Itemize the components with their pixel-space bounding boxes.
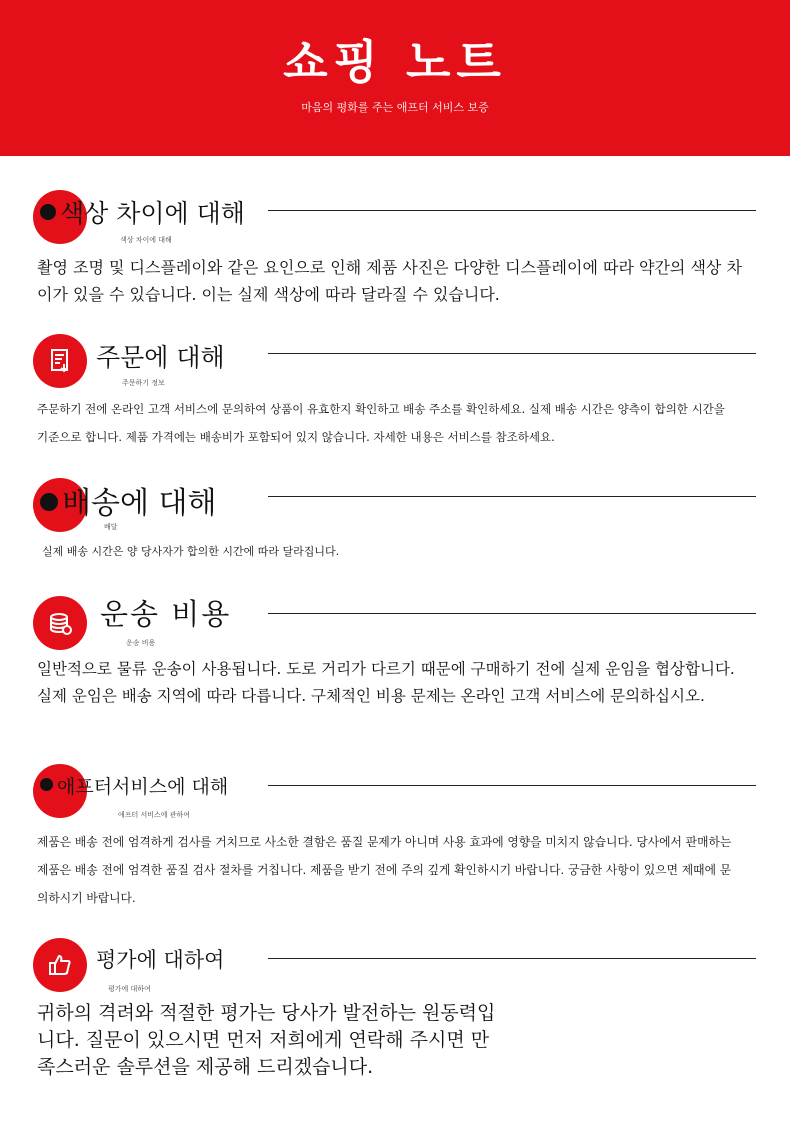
divider xyxy=(268,613,756,614)
section-sublabel: 애프터 서비스에 관하여 xyxy=(118,811,191,819)
bullet-icon xyxy=(40,493,58,511)
section-sublabel: 배달 xyxy=(104,523,118,531)
bullet-icon xyxy=(40,204,56,220)
section-heading: 평가에 대하여 xyxy=(96,948,225,972)
section-sublabel: 주문하기 정보 xyxy=(122,379,165,387)
thumbs-up-icon xyxy=(33,938,87,992)
section-heading: 운송 비용 xyxy=(100,597,232,631)
divider xyxy=(268,785,756,786)
section-sublabel: 운송 비용 xyxy=(126,639,156,647)
section-body: 귀하의 격려와 적절한 평가는 당사가 발전하는 원동력입니다. 질문이 있으시면 먼저 저희에게 연락해 주시면 만족스러운 솔루션을 제공해 드리겠습니다. xyxy=(37,1002,496,1078)
page-subtitle: 마음의 평화를 주는 애프터 서비스 보증 xyxy=(301,101,489,114)
section-heading: 주문에 대해 xyxy=(96,343,225,372)
section-heading: 배송에 대해 xyxy=(40,478,216,522)
section-sublabel: 색상 차이에 대해 xyxy=(120,236,172,244)
database-icon xyxy=(33,596,87,650)
section-heading: 색상 차이에 대해 xyxy=(40,194,245,230)
divider xyxy=(268,958,756,959)
section-body: 주문하기 전에 온라인 고객 서비스에 문의하여 상품이 유효한지 확인하고 배송 주소를 확인하세요. 실제 배송 시간은 양측이 합의한 시간을 기준으로 합니다. 제품 가격에는 배송비가 포함되어 있지 않습니다. 자세한 내용은 서비스를 참조하세요. xyxy=(37,402,725,444)
divider xyxy=(268,210,756,211)
page-title: 쇼핑 노트 xyxy=(283,35,507,89)
section-sublabel: 평가에 대하여 xyxy=(108,985,151,993)
section-heading: 애프터서비스에 대해 xyxy=(40,772,228,799)
order-document-icon xyxy=(33,334,87,388)
divider xyxy=(268,353,756,354)
bullet-icon xyxy=(40,778,53,791)
divider xyxy=(268,496,756,497)
header-banner xyxy=(0,0,790,156)
section-body: 일반적으로 물류 운송이 사용됩니다. 도로 거리가 다르기 때문에 구매하기 전에 실제 운임을 협상합니다. 실제 운임은 배송 지역에 따라 다릅니다. 구체적인 비용 문제는 온라인 고객 서비스에 문의하십시오. xyxy=(37,660,735,705)
section-body: 제품은 배송 전에 엄격하게 검사를 거치므로 사소한 결함은 품질 문제가 아니며 사용 효과에 영향을 미치지 않습니다. 당사에서 판매하는 제품은 배송 전에 엄격한 품질 검사 절차를 거칩니다. 제품을 받기 전에 주의 깊게 확인하시기 바랍니다. 궁금한 사항이 있으면 제때에 문의하시기 바랍니다. xyxy=(37,835,732,905)
section-body: 촬영 조명 및 디스플레이와 같은 요인으로 인해 제품 사진은 다양한 디스플레이에 따라 약간의 색상 차이가 있을 수 있습니다. 이는 실제 색상에 따라 달라질 수 있습니다. xyxy=(37,258,742,304)
section-body: 실제 배송 시간은 양 당사자가 합의한 시간에 따라 달라집니다. xyxy=(42,545,340,558)
